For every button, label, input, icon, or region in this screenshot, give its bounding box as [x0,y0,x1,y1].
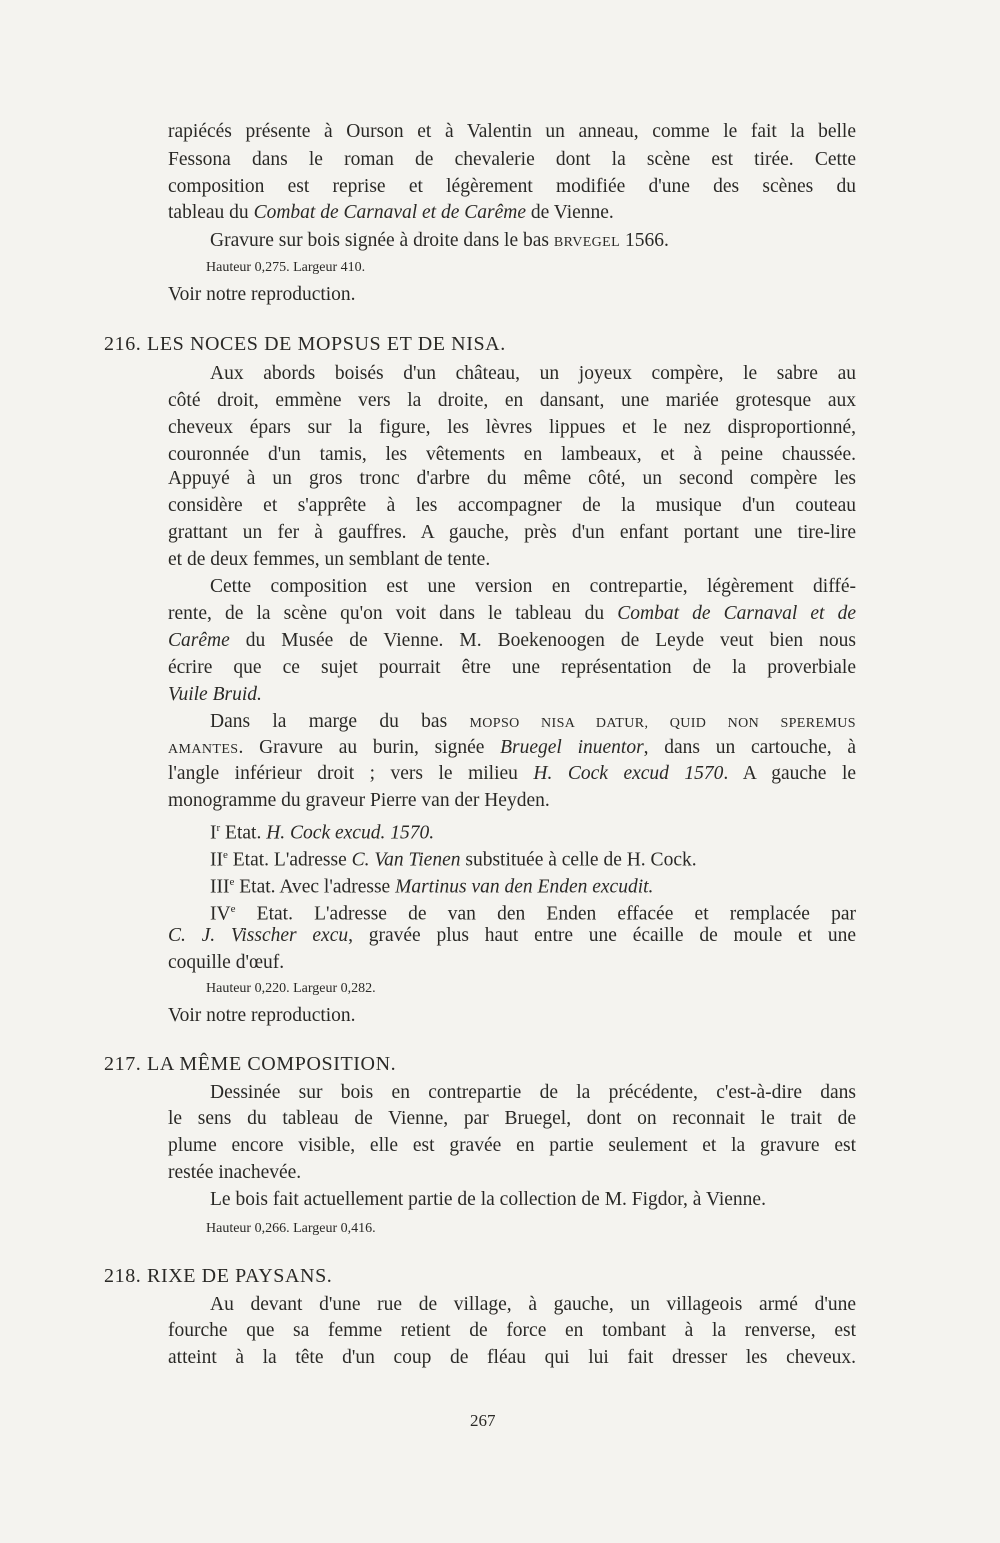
text-line: côté droit, emmène vers la droite, en dansant, une mariée grotesque aux [168,390,856,411]
text-line: Carême du Musée de Vienne. M. Boekenoogen de Leyde veut bien nous [168,630,856,651]
text-line: composition est reprise et légèrement modifiée d'une des scènes du [168,176,856,197]
text-line: Appuyé à un gros tronc d'arbre du même côté, un second compère les [168,468,856,489]
text-line: cheveux épars sur la figure, les lèvres lippues et le nez disproportionné, [168,417,856,438]
dimensions: Hauteur 0,266. Largeur 0,416. [206,1221,376,1236]
text-line: rente, de la scène qu'on voit dans le tableau du Combat de Carnaval et de [168,603,856,624]
text-line: considère et s'apprête à les accompagner de la musique d'un couteau [168,495,856,516]
text-line: Le bois fait actuellement partie de la collection de M. Figdor, à Vienne. [210,1189,766,1210]
entry-heading-216: 216. LES NOCES DE MOPSUS ET DE NISA. [104,333,506,355]
state-line: IVe Etat. L'adresse de van den Enden effacée et remplacée par [210,903,856,925]
text-line: C. J. Visscher excu, gravée plus haut entre une écaille de moule et une [168,925,856,946]
text-line: tableau du Combat de Carnaval et de Carême de Vienne. [168,202,614,223]
text-line: Dessinée sur bois en contrepartie de la précédente, c'est-à-dire dans [210,1082,856,1103]
text-line: restée inachevée. [168,1162,302,1183]
text-line: atteint à la tête d'un coup de fléau qui lui fait dresser les cheveux. [168,1347,856,1368]
text-line: coquille d'œuf. [168,952,285,973]
text-line: Fessona dans le roman de chevalerie dont la scène est tirée. Cette [168,149,856,170]
text-line: Dans la marge du bas MOPSO NISA DATUR, QUID NON SPEREMUS [210,711,856,732]
text-line: Gravure sur bois signée à droite dans le bas BRVEGEL 1566. [210,230,669,251]
text-line: plume encore visible, elle est gravée en partie seulement et la gravure est [168,1135,856,1156]
text-line: et de deux femmes, un semblant de tente. [168,549,491,570]
text-line: rapiécés présente à Ourson et à Valentin un anneau, comme le fait la belle [168,121,856,142]
text-line: AMANTES. Gravure au burin, signée Bruegel inuentor, dans un cartouche, à [168,737,857,758]
state-line: $I^r$ Etat. H. Cock excud. 1570. [210,822,435,844]
page-number: 267 [470,1411,496,1430]
entry-heading-217: 217. LA MÊME COMPOSITION. [104,1053,397,1075]
reproduction-note: Voir notre reproduction. [168,284,356,305]
dimensions: Hauteur 0,220. Largeur 0,282. [206,981,376,996]
text-line: le sens du tableau de Vienne, par Bruegel, dont on reconnait le trait de [168,1108,856,1129]
text-line: grattant un fer à gauffres. A gauche, près d'un enfant portant une tire-lire [168,522,856,543]
text-line: l'angle inférieur droit ; vers le milieu H. Cock excud 1570. A gauche le [168,763,857,784]
entry-heading-218: 218. RIXE DE PAYSANS. [104,1265,333,1287]
text-line: couronnée d'un tamis, les vêtements en lambeaux, et à peine chaussée. [168,444,856,465]
text-line: écrire que ce sujet pourrait être une représentation de la proverbiale [168,657,856,678]
text-line: Au devant d'une rue de village, à gauche, un villageois armé d'une [210,1294,856,1315]
text-line: monogramme du graveur Pierre van der Heyden. [168,790,550,811]
dimensions: Hauteur 0,275. Largeur 410. [206,260,366,275]
text-line: Cette composition est une version en contrepartie, légèrement diffé- [210,576,856,597]
text-line: fourche que sa femme retient de force en tombant à la renverse, est [168,1320,856,1341]
text-line: Vuile Bruid. [168,684,262,705]
text-line: Aux abords boisés d'un château, un joyeux compère, le sabre au [210,363,856,384]
state-line: IIe Etat. L'adresse C. Van Tienen substituée à celle de H. Cock. [210,849,697,871]
state-line: IIIe Etat. Avec l'adresse Martinus van den Enden excudit. [210,876,654,898]
reproduction-note: Voir notre reproduction. [168,1005,356,1026]
